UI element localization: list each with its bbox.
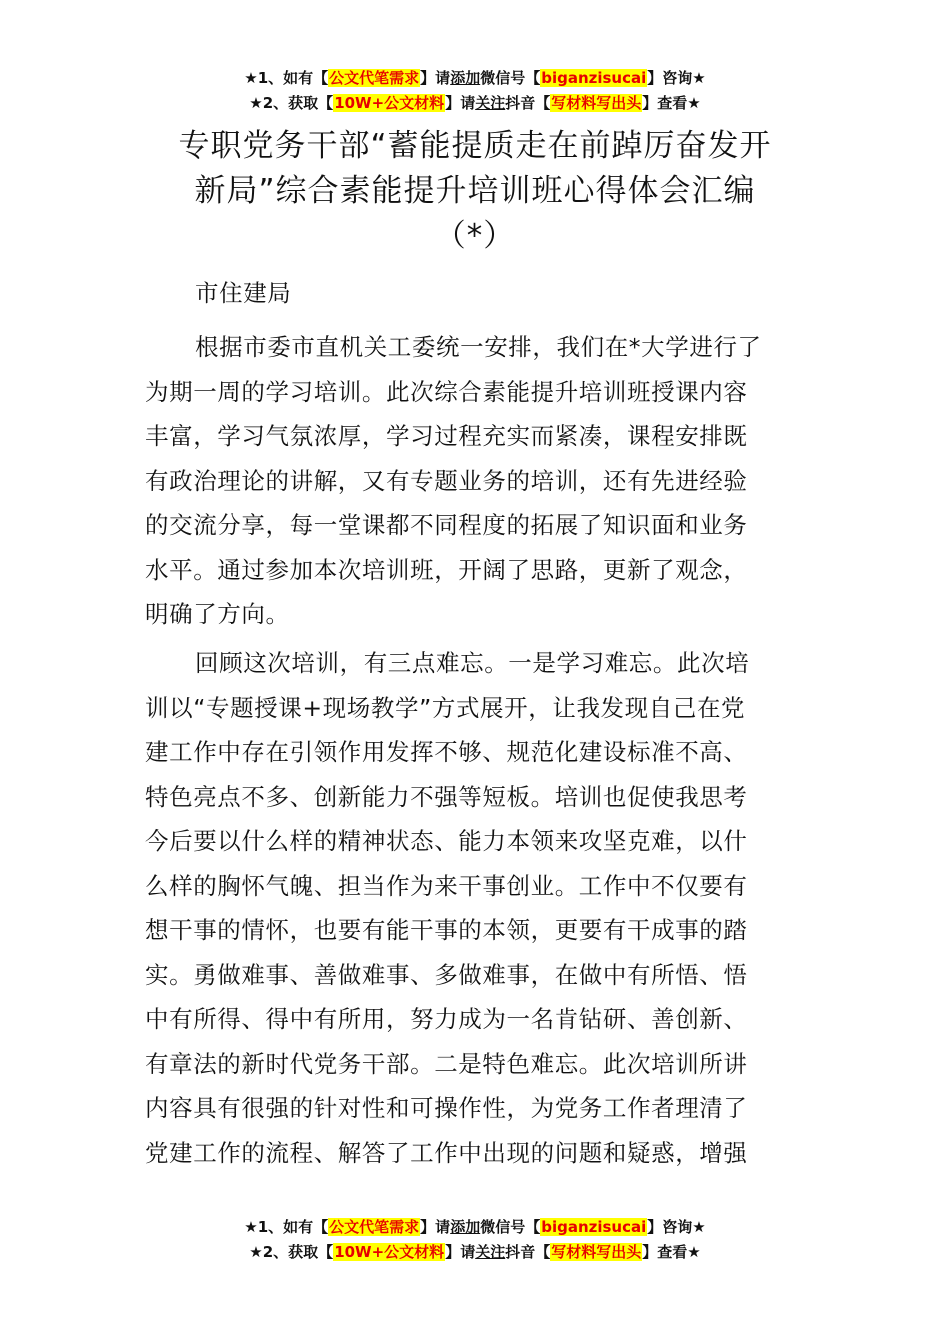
underlined-text: 关注 xyxy=(475,94,506,112)
highlight-wechat-id: biganzisucai xyxy=(541,69,647,87)
top-banner xyxy=(0,66,950,116)
text-line: 的交流分享，每一堂课都不同程度的拓展了知识面和业务 xyxy=(145,511,748,539)
highlight-service: 公文代笔需求 xyxy=(329,1218,420,1236)
banner-text: 】查看★ xyxy=(642,94,701,112)
banner-line-1 xyxy=(0,66,950,91)
unit-name xyxy=(145,273,809,313)
banner-text: 抖音【 xyxy=(505,94,551,112)
banner-text: 】请 xyxy=(420,1218,451,1236)
banner-line-2 xyxy=(0,91,950,116)
banner-text: ★2、获取【 xyxy=(249,1243,334,1261)
document-title xyxy=(140,124,810,259)
paragraph-1 xyxy=(145,325,809,637)
banner-text: 】咨询★ xyxy=(647,1218,706,1236)
banner-text: 微信号【 xyxy=(480,69,541,87)
text-line: 有章法的新时代党务干部。二是特色难忘。此次培训所讲 xyxy=(145,1049,748,1078)
highlight-douyin-id: 写材料写出头 xyxy=(551,94,642,112)
banner-text: 】查看★ xyxy=(642,1243,701,1261)
text-line: 回顾这次培训，有三点难忘。一是学习难忘。此次培 xyxy=(195,649,750,677)
title-line: 新局”综合素能提升培训班心得体会汇编 xyxy=(194,173,756,209)
banner-text: 】请 xyxy=(420,69,451,87)
banner-line-1 xyxy=(0,1215,950,1240)
text-line: 中有所得、得中有所用，努力成为一名肯钻研、善创新、 xyxy=(145,1005,748,1033)
unit-label: 市住建局 xyxy=(195,279,292,307)
highlight-wechat-id: biganzisucai xyxy=(541,1218,647,1236)
banner-text: ★1、如有【 xyxy=(244,1218,329,1236)
text-line: 根据市委市直机关工委统一安排，我们在*大学进行了 xyxy=(195,333,762,361)
text-line: 今后要以什么样的精神状态、能力本领来攻坚克难，以什 xyxy=(145,827,748,855)
text-line: 实。勇做难事、善做难事、多做难事，在做中有所悟、悟 xyxy=(145,960,748,989)
text-line: 想干事的情怀，也要有能干事的本领，更要有干成事的踏 xyxy=(145,916,748,944)
paragraph-2 xyxy=(145,641,809,1175)
text-line: 内容具有很强的针对性和可操作性，为党务工作者理清了 xyxy=(145,1094,748,1122)
banner-text: 微信号【 xyxy=(480,1218,541,1236)
banner-text: 抖音【 xyxy=(505,1243,551,1261)
underlined-text: 关注 xyxy=(475,1243,506,1261)
text-line: 训以“专题授课+现场教学”方式展开，让我发现自己在党 xyxy=(145,693,746,722)
text-line: 党建工作的流程、解答了工作中出现的问题和疑惑，增强 xyxy=(145,1138,748,1167)
banner-text: 】咨询★ xyxy=(647,69,706,87)
highlight-materials: 10W+公文材料 xyxy=(334,1243,445,1261)
banner-text: 】请 xyxy=(445,1243,476,1261)
text-line: 建工作中存在引领作用发挥不够、规范化建设标准不高、 xyxy=(145,738,748,766)
highlight-materials: 10W+公文材料 xyxy=(334,94,445,112)
text-line: 丰富，学习气氛浓厚，学习过程充实而紧凑，课程安排既 xyxy=(145,422,748,450)
bottom-banner xyxy=(0,1215,950,1265)
title-line: 专职党务干部“蓄能提质走在前踔厉奋发开 xyxy=(178,128,772,164)
underlined-text: 添加 xyxy=(450,69,481,87)
highlight-service: 公文代笔需求 xyxy=(329,69,420,87)
text-line: 水平。通过参加本次培训班，开阔了思路，更新了观念， xyxy=(145,555,748,584)
text-line: 有政治理论的讲解，又有专题业务的培训，还有先进经验 xyxy=(145,466,748,495)
underlined-text: 添加 xyxy=(450,1218,481,1236)
text-line: 么样的胸怀气魄、担当作为来干事创业。工作中不仅要有 xyxy=(145,871,748,900)
text-line: 明确了方向。 xyxy=(145,600,290,628)
banner-text: ★1、如有【 xyxy=(244,69,329,87)
banner-text: 】请 xyxy=(445,94,476,112)
banner-line-2 xyxy=(0,1240,950,1265)
text-line: 为期一周的学习培训。此次综合素能提升培训班授课内容 xyxy=(145,377,748,406)
banner-text: ★2、获取【 xyxy=(249,94,334,112)
title-line: （*） xyxy=(434,218,516,254)
text-line: 特色亮点不多、创新能力不强等短板。培训也促使我思考 xyxy=(145,782,748,811)
highlight-douyin-id: 写材料写出头 xyxy=(551,1243,642,1261)
